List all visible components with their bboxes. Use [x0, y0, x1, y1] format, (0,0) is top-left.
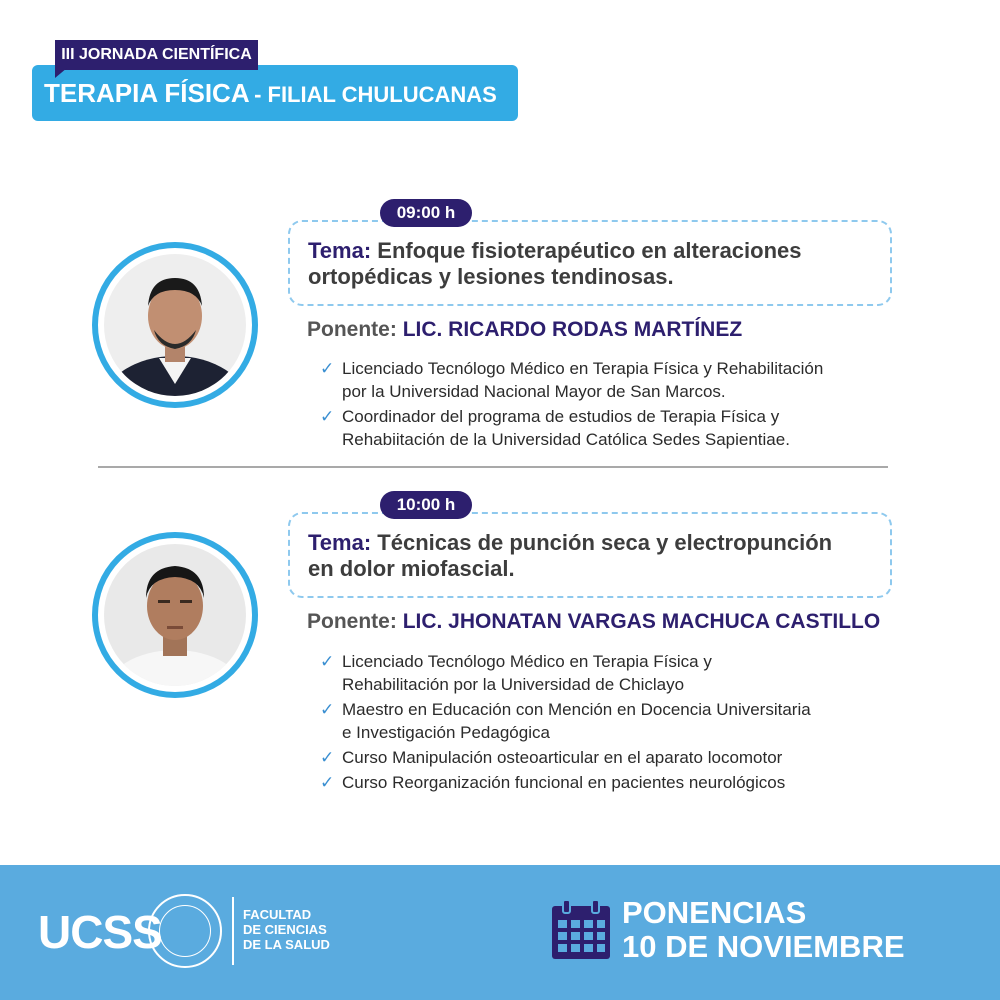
- session-1-speaker-name: LIC. RICARDO RODAS MARTÍNEZ: [402, 318, 743, 341]
- speaker-1-portrait: [104, 254, 246, 396]
- check-icon: ✓: [320, 652, 335, 671]
- check-icon: ✓: [320, 359, 335, 378]
- session-1-credentials: [318, 357, 898, 453]
- list-item: ✓ Licenciado Tecnólogo Médico en Terapia Física y Rehabilitación por la Universidad Nacional Mayor de San Marcos.: [320, 359, 824, 401]
- session-2-speaker-name: LIC. JHONATAN VARGAS MACHUCA CASTILLO: [402, 610, 881, 633]
- session-2-credentials: [318, 650, 898, 796]
- list-item: ✓ Coordinador del programa de estudios de Terapia Física y Rehabiitación de la Universidad Católica Sedes Sapientiae.: [320, 407, 790, 449]
- list-item: ✓ Maestro en Educación con Mención en Docencia Universitaria e Investigación Pedagógica: [320, 700, 811, 742]
- session-2-speaker-label: Ponente:: [307, 610, 397, 633]
- session-2-topic-line1: Tema: Técnicas de punción seca y electropunción: [308, 530, 833, 555]
- check-icon: ✓: [320, 407, 335, 426]
- calendar-icon: [551, 900, 611, 960]
- event-date-block: [622, 896, 905, 964]
- session-1-time: 09:00 h: [380, 199, 472, 227]
- section-divider: [98, 466, 888, 468]
- faculty-name: FACULTAD DE CIENCIAS DE LA SALUD: [243, 907, 330, 952]
- event-date: 10 DE NOVIEMBRE: [622, 929, 905, 964]
- session-1-topic-box: [288, 220, 892, 306]
- list-item: ✓ Curso Reorganización funcional en pacientes neurológicos: [320, 773, 786, 792]
- session-2-topic-label: Tema:: [308, 530, 372, 555]
- session-2-speaker: [307, 610, 880, 634]
- university-seal-icon: [148, 894, 222, 968]
- session-1-topic-line2: ortopédicas y lesiones tendinosas.: [308, 264, 674, 289]
- list-item: ✓ Licenciado Tecnólogo Médico en Terapia Física y Rehabilitación por la Universidad de Chiclayo: [320, 652, 712, 694]
- session-1-speaker: [307, 318, 742, 342]
- session-2-topic-box: [288, 512, 892, 598]
- check-icon: ✓: [320, 700, 335, 719]
- header-title-bar: [32, 65, 518, 121]
- header-tag-tail: [55, 68, 67, 78]
- check-icon: ✓: [320, 748, 335, 767]
- session-1-speaker-label: Ponente:: [307, 318, 397, 341]
- session-2-time: 10:00 h: [380, 491, 472, 519]
- speaker-1-photo: [92, 242, 258, 408]
- footer-divider: [232, 897, 234, 965]
- header-title-main: TERAPIA FÍSICA: [44, 78, 250, 108]
- header-event-tag: III JORNADA CIENTÍFICA: [55, 40, 258, 70]
- speaker-2-photo: [92, 532, 258, 698]
- check-icon: ✓: [320, 773, 335, 792]
- session-2-topic-line2: en dolor miofascial.: [308, 556, 515, 581]
- session-1-topic-line1: Tema: Enfoque fisioterapéutico en alteraciones: [308, 238, 802, 263]
- speaker-2-portrait: [104, 544, 246, 686]
- header-title-sub: - FILIAL CHULUCANAS: [254, 82, 497, 107]
- list-item: ✓ Curso Manipulación osteoarticular en el aparato locomotor: [320, 748, 783, 767]
- ponencias-label: PONENCIAS: [622, 895, 807, 930]
- ucss-logo: UCSS: [38, 906, 162, 958]
- session-1-topic-label: Tema:: [308, 238, 372, 263]
